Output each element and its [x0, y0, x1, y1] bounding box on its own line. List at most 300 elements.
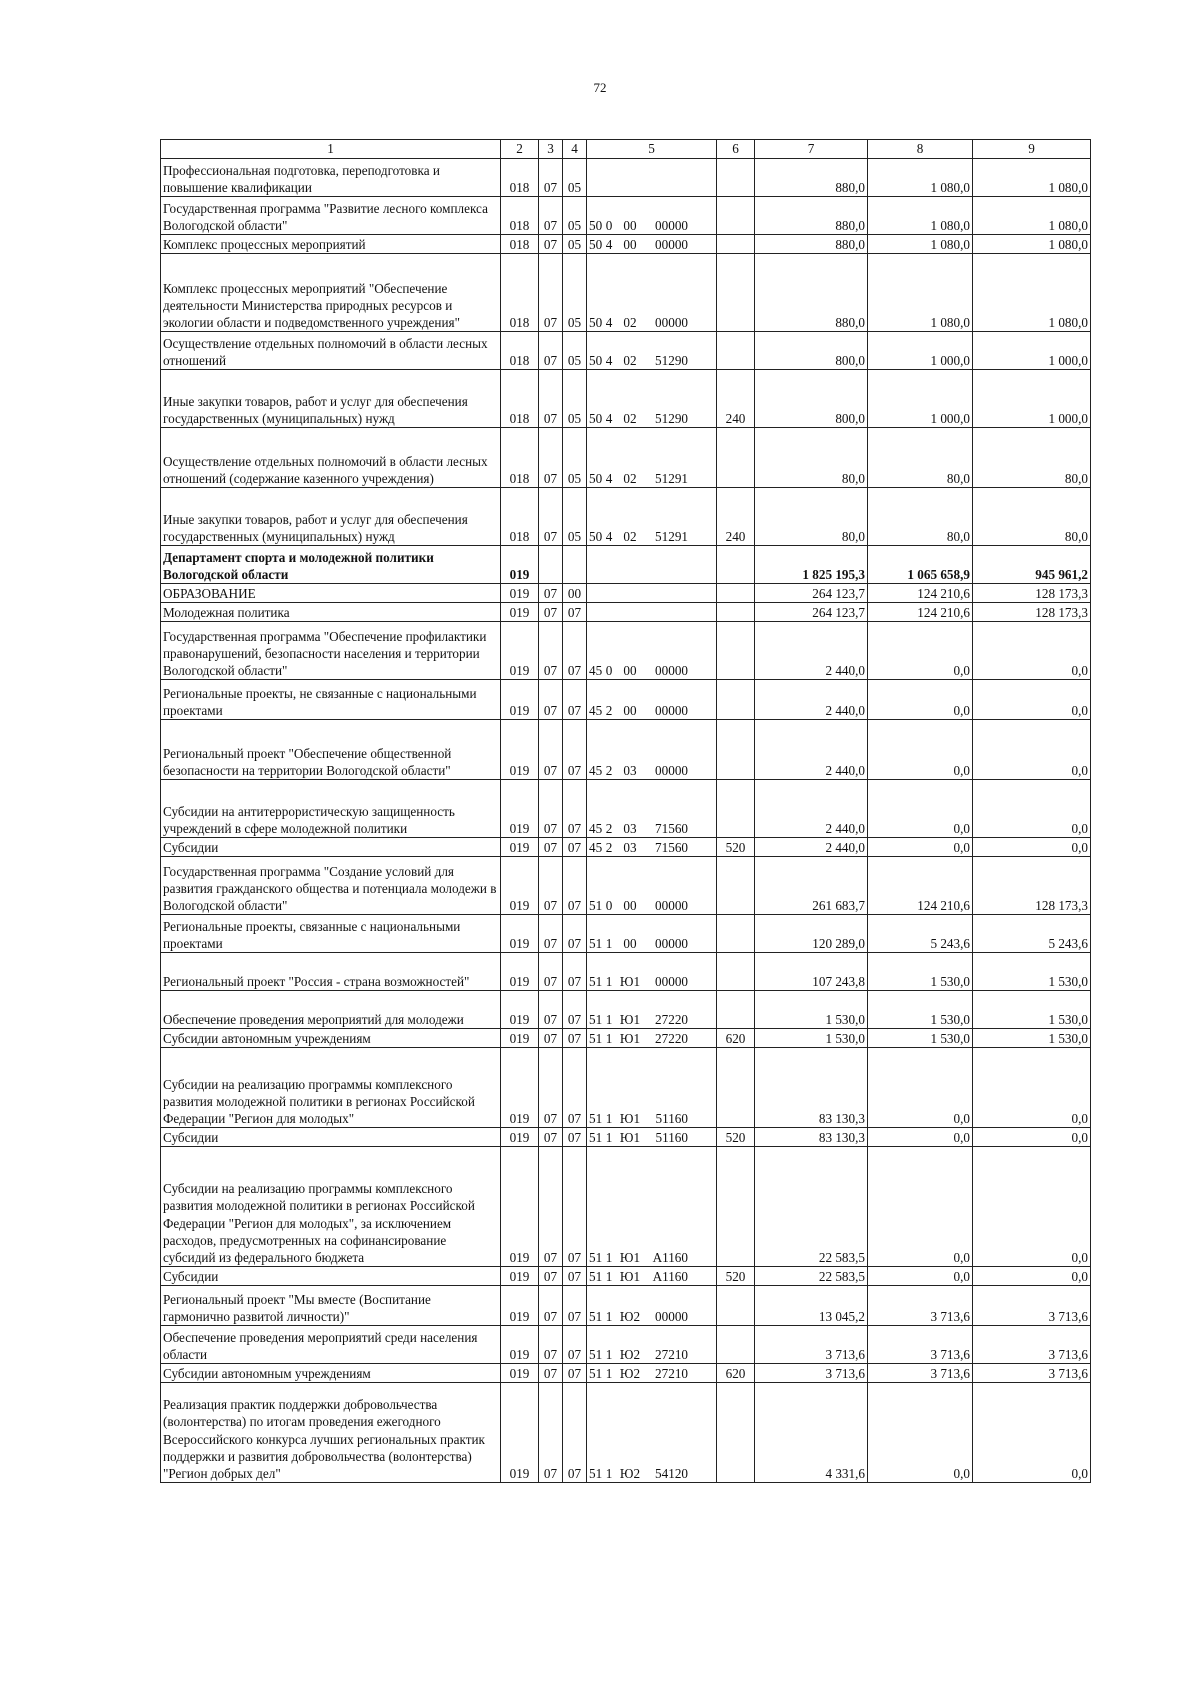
amount-col-9: 5 243,6 — [973, 915, 1091, 953]
header-col-2: 2 — [501, 140, 539, 159]
table-row — [161, 428, 1091, 488]
admin-code: 018 — [501, 332, 539, 370]
amount-col-9: 0,0 — [973, 1267, 1091, 1286]
table-row — [161, 235, 1091, 254]
amount-col-8: 0,0 — [868, 780, 973, 838]
program-code: 51 — [589, 1268, 603, 1284]
direction-code: 00000 — [655, 236, 688, 252]
row-name: Обеспечение проведения мероприятий среди населения области — [161, 1326, 501, 1364]
amount-col-7: 22 583,5 — [755, 1267, 868, 1286]
row-name: Региональные проекты, связанные с национальными проектами — [161, 915, 501, 953]
header-row — [161, 140, 1091, 159]
amount-col-8: 1 000,0 — [868, 370, 973, 428]
expense-type-code: 240 — [717, 488, 755, 546]
amount-col-7: 13 045,2 — [755, 1286, 868, 1326]
section-code: 07 — [539, 428, 563, 488]
amount-col-8: 80,0 — [868, 428, 973, 488]
subsection-code: 07 — [563, 680, 587, 720]
direction-code: А1160 — [652, 1268, 688, 1284]
table-row — [161, 953, 1091, 991]
program-code: 50 — [589, 314, 603, 330]
admin-code: 019 — [501, 546, 539, 584]
amount-col-9: 0,0 — [973, 838, 1091, 857]
section-code: 07 — [539, 1048, 563, 1128]
amount-col-9: 128 173,3 — [973, 857, 1091, 915]
table-row — [161, 680, 1091, 720]
target-article-code — [587, 720, 717, 780]
admin-code: 019 — [501, 991, 539, 1029]
target-article-code — [587, 488, 717, 546]
expense-type-code: 240 — [717, 370, 755, 428]
section-code: 07 — [539, 370, 563, 428]
target-article-code — [587, 915, 717, 953]
admin-code: 018 — [501, 488, 539, 546]
row-name: Государственная программа "Создание условий для развития гражданского общества и потенциала молодежи в Вологодской области" — [161, 857, 501, 915]
subsection-code: 05 — [563, 488, 587, 546]
subsection-code: 05 — [563, 428, 587, 488]
amount-col-8: 0,0 — [868, 838, 973, 857]
measure-code: 00 — [623, 662, 637, 678]
subprogram-code: 1 — [605, 1308, 613, 1324]
measure-code: 00 — [623, 702, 637, 718]
amount-col-9: 1 080,0 — [973, 159, 1091, 197]
table-row — [161, 370, 1091, 428]
admin-code: 019 — [501, 857, 539, 915]
measure-code: 00 — [623, 897, 637, 913]
admin-code: 019 — [501, 780, 539, 838]
row-name: Субсидии на реализацию программы комплексного развития молодежной политики в регионах Российской Федерации "Регион для молодых" — [161, 1048, 501, 1128]
amount-col-8: 124 210,6 — [868, 857, 973, 915]
section-code: 07 — [539, 1147, 563, 1267]
subsection-code: 07 — [563, 622, 587, 680]
amount-col-8: 124 210,6 — [868, 603, 973, 622]
admin-code: 019 — [501, 1267, 539, 1286]
direction-code: 27220 — [655, 1011, 688, 1027]
admin-code: 018 — [501, 235, 539, 254]
direction-code: 54120 — [655, 1465, 688, 1481]
amount-col-9: 0,0 — [973, 622, 1091, 680]
amount-col-7: 2 440,0 — [755, 720, 868, 780]
section-code: 07 — [539, 332, 563, 370]
section-code: 07 — [539, 584, 563, 603]
program-code: 50 — [589, 352, 603, 368]
amount-col-8: 0,0 — [868, 720, 973, 780]
expense-type-code — [717, 622, 755, 680]
target-article-code — [587, 1383, 717, 1483]
table-row — [161, 1147, 1091, 1267]
section-code: 07 — [539, 622, 563, 680]
amount-col-9: 1 000,0 — [973, 370, 1091, 428]
expense-type-code — [717, 1326, 755, 1364]
direction-code: 27210 — [655, 1365, 688, 1381]
target-article-code — [587, 332, 717, 370]
row-name: Департамент спорта и молодежной политики Вологодской области — [161, 546, 501, 584]
amount-col-8: 5 243,6 — [868, 915, 973, 953]
section-code: 07 — [539, 1029, 563, 1048]
subsection-code: 07 — [563, 1383, 587, 1483]
program-code: 45 — [589, 662, 603, 678]
admin-code: 019 — [501, 603, 539, 622]
amount-col-7: 800,0 — [755, 370, 868, 428]
subprogram-code: 1 — [605, 1249, 613, 1265]
admin-code: 018 — [501, 370, 539, 428]
target-article-code — [587, 1029, 717, 1048]
subsection-code: 07 — [563, 1286, 587, 1326]
expense-type-code — [717, 991, 755, 1029]
program-code: 50 — [589, 528, 603, 544]
subsection-code: 05 — [563, 254, 587, 332]
target-article-code — [587, 622, 717, 680]
amount-col-8: 1 530,0 — [868, 1029, 973, 1048]
section-code: 07 — [539, 857, 563, 915]
direction-code: 71560 — [655, 839, 688, 855]
expense-type-code — [717, 332, 755, 370]
target-article-code — [587, 857, 717, 915]
subprogram-code: 2 — [605, 702, 613, 718]
table-row — [161, 1364, 1091, 1383]
target-article-code — [587, 780, 717, 838]
table-row — [161, 584, 1091, 603]
amount-col-7: 880,0 — [755, 159, 868, 197]
subsection-code: 05 — [563, 159, 587, 197]
amount-col-7: 880,0 — [755, 197, 868, 235]
amount-col-9: 945 961,2 — [973, 546, 1091, 584]
expense-type-code — [717, 680, 755, 720]
amount-col-9: 0,0 — [973, 680, 1091, 720]
row-name: Государственная программа "Развитие лесного комплекса Вологодской области" — [161, 197, 501, 235]
target-article-code — [587, 254, 717, 332]
admin-code: 019 — [501, 680, 539, 720]
amount-col-9: 0,0 — [973, 1383, 1091, 1483]
row-name: Иные закупки товаров, работ и услуг для обеспечения государственных (муниципальных) нужд — [161, 488, 501, 546]
table-row — [161, 838, 1091, 857]
direction-code: 00000 — [655, 314, 688, 330]
row-name: Субсидии на реализацию программы комплексного развития молодежной политики в регионах Российской Федерации "Регион для молодых", за исключением расходов, предусмотренных на софинансирование субсидий из федерального бюджета — [161, 1147, 501, 1267]
direction-code: 27220 — [655, 1030, 688, 1046]
table-row — [161, 546, 1091, 584]
section-code: 07 — [539, 1128, 563, 1147]
amount-col-7: 107 243,8 — [755, 953, 868, 991]
subsection-code: 05 — [563, 332, 587, 370]
subprogram-code: 1 — [605, 1346, 613, 1362]
admin-code: 018 — [501, 159, 539, 197]
measure-code: Ю2 — [619, 1365, 641, 1381]
admin-code: 018 — [501, 428, 539, 488]
subsection-code: 07 — [563, 603, 587, 622]
amount-col-8: 3 713,6 — [868, 1326, 973, 1364]
expense-type-code — [717, 1383, 755, 1483]
expense-type-code — [717, 197, 755, 235]
header-col-3: 3 — [539, 140, 563, 159]
amount-col-9: 1 530,0 — [973, 1029, 1091, 1048]
table-row — [161, 1286, 1091, 1326]
program-code: 51 — [589, 1129, 603, 1145]
row-name: Региональный проект "Мы вместе (Воспитание гармонично развитой личности)" — [161, 1286, 501, 1326]
subsection-code: 07 — [563, 1029, 587, 1048]
section-code: 07 — [539, 953, 563, 991]
subsection-code: 07 — [563, 838, 587, 857]
amount-col-9: 1 080,0 — [973, 254, 1091, 332]
table-row — [161, 857, 1091, 915]
subsection-code: 07 — [563, 720, 587, 780]
section-code: 07 — [539, 1383, 563, 1483]
admin-code: 019 — [501, 1147, 539, 1267]
expense-type-code — [717, 1048, 755, 1128]
header-col-4: 4 — [563, 140, 587, 159]
row-name: Субсидии автономным учреждениям — [161, 1364, 501, 1383]
amount-col-7: 2 440,0 — [755, 680, 868, 720]
table-body — [161, 159, 1091, 1483]
section-code: 07 — [539, 680, 563, 720]
row-name: Региональные проекты, не связанные с национальными проектами — [161, 680, 501, 720]
measure-code: Ю1 — [619, 1129, 641, 1145]
amount-col-9: 80,0 — [973, 488, 1091, 546]
direction-code: 51291 — [655, 528, 688, 544]
section-code: 07 — [539, 720, 563, 780]
amount-col-7: 80,0 — [755, 488, 868, 546]
table-row — [161, 1326, 1091, 1364]
program-code: 51 — [589, 1030, 603, 1046]
measure-code: Ю1 — [619, 973, 641, 989]
measure-code: Ю1 — [619, 1011, 641, 1027]
subsection-code: 07 — [563, 1147, 587, 1267]
row-name: Субсидии автономным учреждениям — [161, 1029, 501, 1048]
table-row — [161, 1048, 1091, 1128]
expense-type-code — [717, 953, 755, 991]
target-article-code — [587, 370, 717, 428]
program-code: 45 — [589, 839, 603, 855]
expense-type-code — [717, 603, 755, 622]
direction-code: 51290 — [655, 352, 688, 368]
subprogram-code: 4 — [605, 314, 613, 330]
admin-code: 019 — [501, 915, 539, 953]
table-row — [161, 197, 1091, 235]
amount-col-8: 0,0 — [868, 622, 973, 680]
target-article-code — [587, 1048, 717, 1128]
program-code: 51 — [589, 897, 603, 913]
program-code: 50 — [589, 236, 603, 252]
expense-type-code — [717, 780, 755, 838]
section-code: 07 — [539, 235, 563, 254]
expense-type-code: 520 — [717, 1128, 755, 1147]
direction-code: 00000 — [655, 897, 688, 913]
admin-code: 019 — [501, 1029, 539, 1048]
subsection-code: 05 — [563, 370, 587, 428]
target-article-code — [587, 1286, 717, 1326]
amount-col-9: 0,0 — [973, 780, 1091, 838]
amount-col-8: 3 713,6 — [868, 1364, 973, 1383]
amount-col-9: 0,0 — [973, 1147, 1091, 1267]
target-article-code — [587, 1364, 717, 1383]
subsection-code: 07 — [563, 857, 587, 915]
row-name: Комплекс процессных мероприятий — [161, 235, 501, 254]
measure-code: Ю1 — [619, 1110, 641, 1126]
amount-col-8: 0,0 — [868, 1383, 973, 1483]
section-code: 07 — [539, 780, 563, 838]
section-code: 07 — [539, 1286, 563, 1326]
target-article-code — [587, 991, 717, 1029]
measure-code: 00 — [623, 217, 637, 233]
header-col-7: 7 — [755, 140, 868, 159]
admin-code: 018 — [501, 197, 539, 235]
target-article-code — [587, 235, 717, 254]
section-code: 07 — [539, 991, 563, 1029]
amount-col-9: 0,0 — [973, 1128, 1091, 1147]
expense-type-code — [717, 254, 755, 332]
table-row — [161, 332, 1091, 370]
row-name: Профессиональная подготовка, переподготовка и повышение квалификации — [161, 159, 501, 197]
admin-code: 019 — [501, 720, 539, 780]
subprogram-code: 1 — [605, 1365, 613, 1381]
amount-col-8: 0,0 — [868, 1267, 973, 1286]
row-name: Молодежная политика — [161, 603, 501, 622]
program-code: 45 — [589, 820, 603, 836]
amount-col-9: 1 080,0 — [973, 235, 1091, 254]
admin-code: 019 — [501, 1128, 539, 1147]
section-code: 07 — [539, 1326, 563, 1364]
subprogram-code: 0 — [605, 662, 613, 678]
program-code: 51 — [589, 1346, 603, 1362]
program-code: 51 — [589, 1365, 603, 1381]
amount-col-7: 120 289,0 — [755, 915, 868, 953]
subsection-code: 07 — [563, 991, 587, 1029]
direction-code: 71560 — [655, 820, 688, 836]
amount-col-7: 83 130,3 — [755, 1048, 868, 1128]
subprogram-code: 2 — [605, 839, 613, 855]
amount-col-7: 2 440,0 — [755, 780, 868, 838]
row-name: Осуществление отдельных полномочий в области лесных отношений — [161, 332, 501, 370]
amount-col-9: 128 173,3 — [973, 603, 1091, 622]
measure-code: 03 — [623, 820, 637, 836]
table-row — [161, 488, 1091, 546]
section-code: 07 — [539, 159, 563, 197]
program-code: 45 — [589, 702, 603, 718]
expense-type-code — [717, 584, 755, 603]
amount-col-8: 1 530,0 — [868, 991, 973, 1029]
amount-col-7: 1 530,0 — [755, 1029, 868, 1048]
program-code: 50 — [589, 410, 603, 426]
expense-type-code: 620 — [717, 1029, 755, 1048]
program-code: 51 — [589, 1011, 603, 1027]
table-row — [161, 254, 1091, 332]
target-article-code — [587, 1128, 717, 1147]
expense-type-code — [717, 915, 755, 953]
direction-code: 00000 — [655, 973, 688, 989]
table-row — [161, 780, 1091, 838]
amount-col-9: 80,0 — [973, 428, 1091, 488]
amount-col-7: 4 331,6 — [755, 1383, 868, 1483]
direction-code: 00000 — [655, 702, 688, 718]
amount-col-9: 1 530,0 — [973, 953, 1091, 991]
row-name: Региональный проект "Обеспечение общественной безопасности на территории Вологодской области" — [161, 720, 501, 780]
expense-type-code — [717, 235, 755, 254]
measure-code: 02 — [623, 352, 637, 368]
subprogram-code: 0 — [605, 897, 613, 913]
direction-code: 51291 — [655, 470, 688, 486]
direction-code: 51290 — [655, 410, 688, 426]
subsection-code: 07 — [563, 915, 587, 953]
target-article-code — [587, 680, 717, 720]
measure-code: 02 — [623, 528, 637, 544]
subsection-code: 05 — [563, 197, 587, 235]
amount-col-8: 1 000,0 — [868, 332, 973, 370]
subprogram-code: 2 — [605, 762, 613, 778]
admin-code: 019 — [501, 1048, 539, 1128]
subsection-code: 00 — [563, 584, 587, 603]
direction-code: А1160 — [652, 1249, 688, 1265]
amount-col-8: 1 065 658,9 — [868, 546, 973, 584]
budget-table — [160, 139, 1091, 1483]
section-code: 07 — [539, 603, 563, 622]
direction-code: 00000 — [655, 662, 688, 678]
target-article-code — [587, 546, 717, 584]
target-article-code — [587, 197, 717, 235]
target-article-code — [587, 603, 717, 622]
section-code: 07 — [539, 488, 563, 546]
target-article-code — [587, 1267, 717, 1286]
row-name: Субсидии — [161, 1128, 501, 1147]
row-name: Субсидии — [161, 1267, 501, 1286]
program-code: 51 — [589, 1308, 603, 1324]
subsection-code — [563, 546, 587, 584]
expense-type-code — [717, 546, 755, 584]
measure-code: 03 — [623, 839, 637, 855]
admin-code: 019 — [501, 584, 539, 603]
measure-code: 00 — [623, 236, 637, 252]
row-name: Региональный проект "Россия - страна возможностей" — [161, 953, 501, 991]
amount-col-9: 3 713,6 — [973, 1326, 1091, 1364]
amount-col-7: 880,0 — [755, 235, 868, 254]
subprogram-code: 2 — [605, 820, 613, 836]
expense-type-code: 620 — [717, 1364, 755, 1383]
subprogram-code: 0 — [605, 217, 613, 233]
amount-col-8: 1 080,0 — [868, 197, 973, 235]
amount-col-7: 1 530,0 — [755, 991, 868, 1029]
amount-col-7: 264 123,7 — [755, 603, 868, 622]
subsection-code: 07 — [563, 1326, 587, 1364]
amount-col-7: 1 825 195,3 — [755, 546, 868, 584]
section-code: 07 — [539, 1267, 563, 1286]
expense-type-code — [717, 159, 755, 197]
measure-code: 02 — [623, 410, 637, 426]
program-code: 51 — [589, 935, 603, 951]
amount-col-9: 1 000,0 — [973, 332, 1091, 370]
amount-col-8: 1 080,0 — [868, 235, 973, 254]
amount-col-8: 80,0 — [868, 488, 973, 546]
direction-code: 00000 — [655, 935, 688, 951]
table-row — [161, 622, 1091, 680]
row-name: ОБРАЗОВАНИЕ — [161, 584, 501, 603]
program-code: 50 — [589, 217, 603, 233]
subprogram-code: 4 — [605, 410, 613, 426]
amount-col-9: 1 530,0 — [973, 991, 1091, 1029]
subprogram-code: 1 — [605, 1268, 613, 1284]
row-name: Обеспечение проведения мероприятий для молодежи — [161, 991, 501, 1029]
measure-code: 03 — [623, 762, 637, 778]
section-code — [539, 546, 563, 584]
amount-col-7: 2 440,0 — [755, 838, 868, 857]
admin-code: 019 — [501, 953, 539, 991]
amount-col-7: 261 683,7 — [755, 857, 868, 915]
measure-code: 02 — [623, 470, 637, 486]
header-col-8: 8 — [868, 140, 973, 159]
amount-col-8: 0,0 — [868, 1147, 973, 1267]
table-row — [161, 159, 1091, 197]
subprogram-code: 4 — [605, 528, 613, 544]
amount-col-7: 264 123,7 — [755, 584, 868, 603]
target-article-code — [587, 584, 717, 603]
direction-code: 51160 — [655, 1110, 688, 1126]
